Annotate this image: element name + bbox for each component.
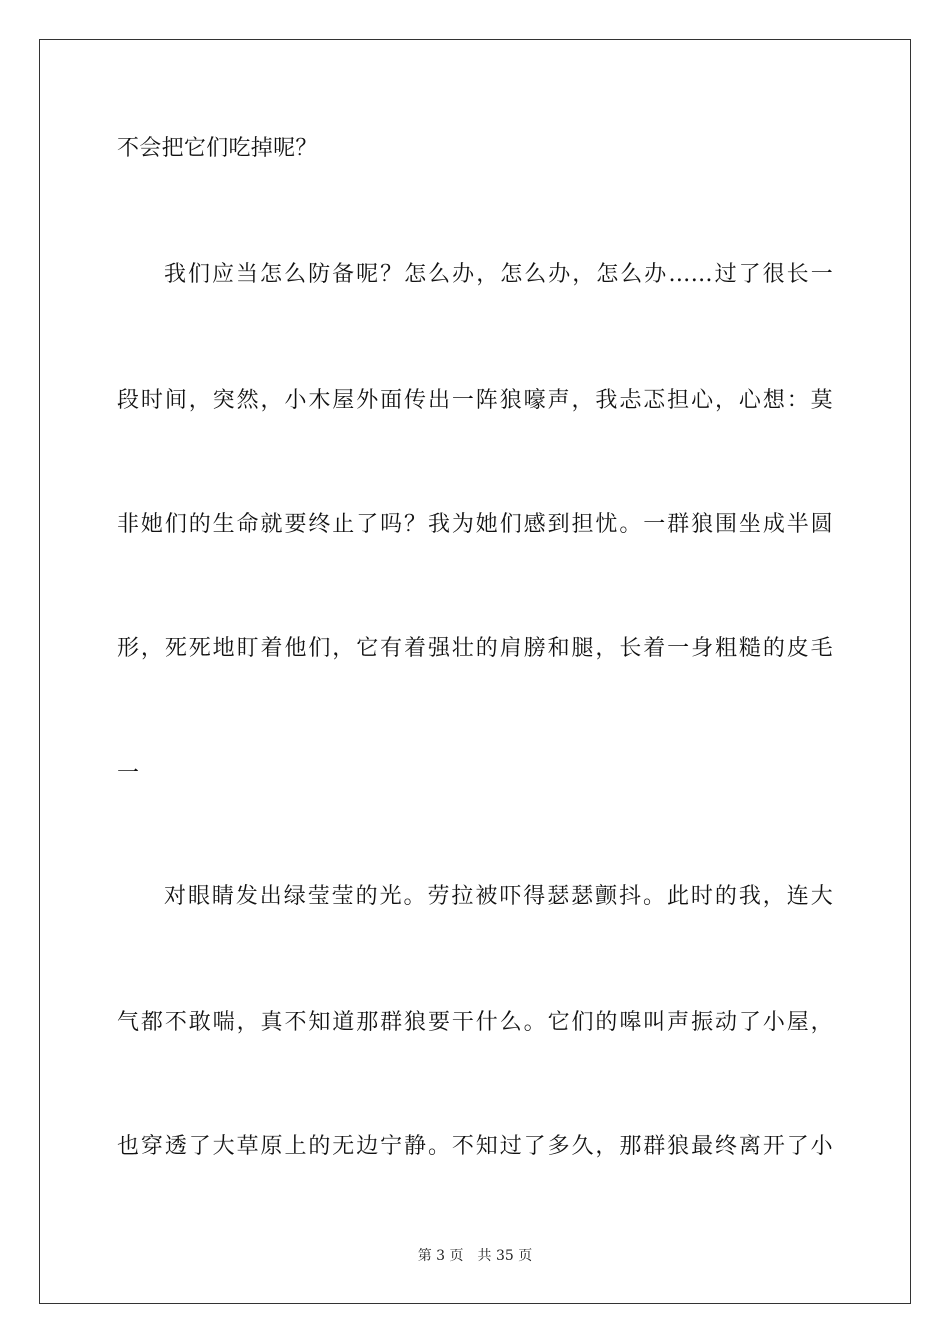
page-footer: 第 3 页 共 35 页: [417, 1248, 533, 1264]
paragraph-first-line: 我们应当怎么防备呢？怎么办，怎么办，怎么办……过了很长一: [164, 262, 833, 287]
page-border: [39, 39, 911, 1304]
text-line: 气都不敢喘，真不知道那群狼要干什么。它们的嗥叫声振动了小屋，: [117, 1010, 833, 1035]
text-line: 形，死死地盯着他们，它有着强壮的肩膀和腿，长着一身粗糙的皮毛: [117, 636, 833, 661]
text-line: 非她们的生命就要终止了吗？我为她们感到担忧。一群狼围坐成半圆: [117, 512, 833, 537]
text-line: 段时间，突然，小木屋外面传出一阵狼嚎声，我忐忑担心，心想：莫: [117, 388, 833, 413]
text-line: 不会把它们吃掉呢？: [117, 136, 318, 161]
paragraph-first-line: 对眼睛发出绿莹莹的光。劳拉被吓得瑟瑟颤抖。此时的我，连大: [164, 884, 833, 909]
text-line: 一: [117, 761, 140, 786]
text-line: 也穿透了大草原上的无边宁静。不知过了多久，那群狼最终离开了小: [117, 1134, 833, 1159]
